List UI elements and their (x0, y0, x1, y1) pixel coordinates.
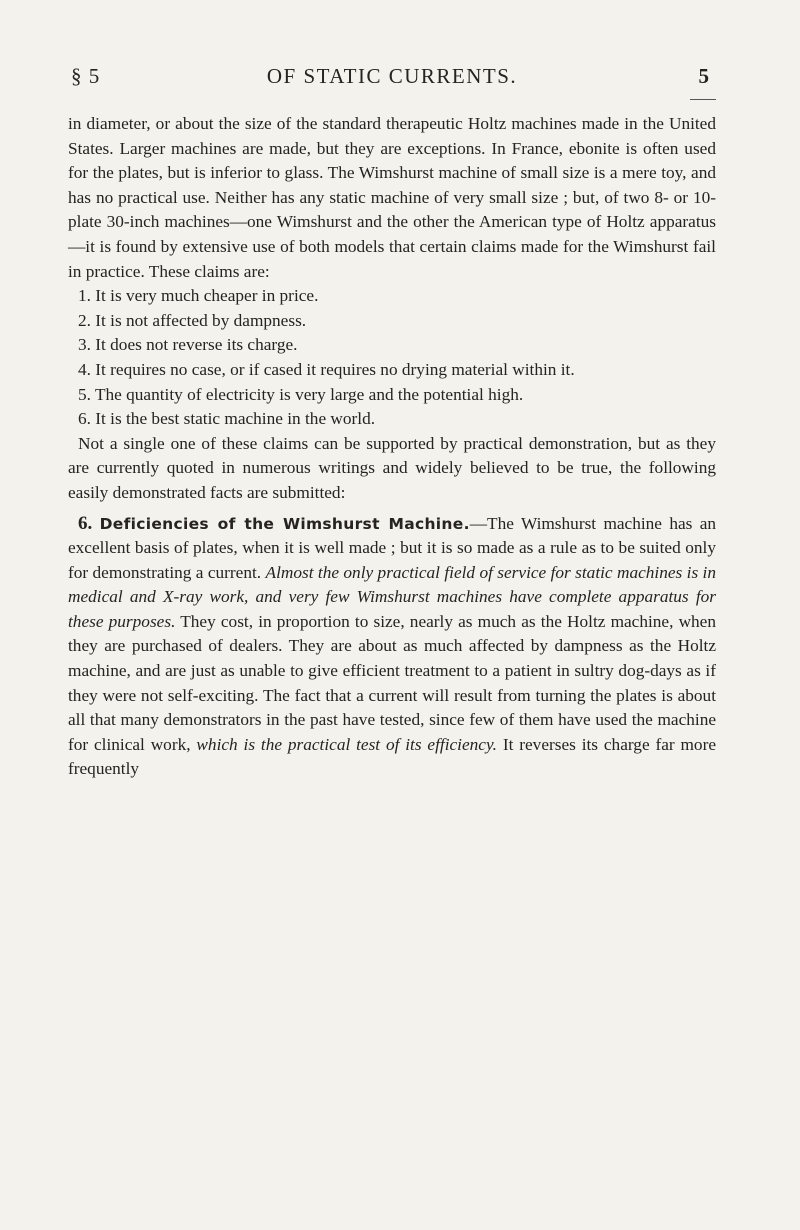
section-text-b: They cost, in proportion to size, nearly as much as the Holtz machine, when they are purchased of dealers. They are about as much affected by dampness as the Holtz machine, and are just as unable to give efficient treatment to a patient in sultry dog-days as if they were not self-exciting. The fact that a current will result from turning the plates is about all that many demonstrators in the past have tested, since few of them have used the machine for clinical work, (68, 611, 716, 754)
claim-item: 2. It is not affected by dampness. (78, 310, 307, 330)
claim-item: 1. It is very much cheaper in price. (78, 286, 319, 306)
claim-item: 3. It does not reverse its charge. (78, 335, 298, 355)
section-heading: Deficiencies of the Wimshurst Machine. (99, 514, 470, 533)
running-head (68, 58, 716, 94)
body-text (68, 112, 716, 782)
section-italic-a: Almost the only practical field of service for static machines is in medical and X-ray work, and very few Wimshurst machines have complete apparatus for these purposes. (68, 562, 717, 631)
book-page (68, 58, 716, 782)
claim-item: 4. It requires no case, or if cased it requires no drying material within it. (78, 359, 575, 379)
chapter-title: OF STATIC CURRENTS. (266, 64, 518, 88)
header-rule (690, 99, 716, 100)
section-italic-b: which is the practical test of its efficiency. (196, 734, 497, 754)
page-number: 5 (698, 64, 710, 88)
section-number: 6. (78, 512, 93, 534)
paragraph-intro: in diameter, or about the size of the standard therapeutic Holtz machines made in the United States. Larger machines are made, but they are exceptions. In France, ebonite is often used for the plates, but is inferior to glass. The Wimshurst machine of small size is a mere toy, and has no practical use. Neither has any static machine of very small size ; but, of two 8- or 10-plate 30-inch machines—one Wimshurst and the other the American type of Holtz apparatus—it is found by extensive use of both models that certain claims made for the Wimshurst fail in practice. These claims are: (68, 114, 716, 281)
section-text-c: It reverses its charge far more frequently (68, 734, 716, 779)
claim-item: 5. The quantity of electricity is very large and the potential high. (78, 384, 524, 404)
section-text-a: —The Wimshurst machine has an excellent basis of plates, when it is well made ; but it is so made as a rule as to be suited only for demonstrating a current. (68, 513, 717, 582)
paragraph-claims-rebuttal: Not a single one of these claims can be supported by practical demonstration, but as they are currently quoted in numerous writings and widely believed to be true, the following easily demonstrated facts are submitted: (68, 433, 716, 502)
claim-item: 6. It is the best static machine in the world. (78, 409, 376, 429)
section-6-paragraph (68, 512, 716, 783)
section-mark: § 5 (71, 64, 101, 88)
